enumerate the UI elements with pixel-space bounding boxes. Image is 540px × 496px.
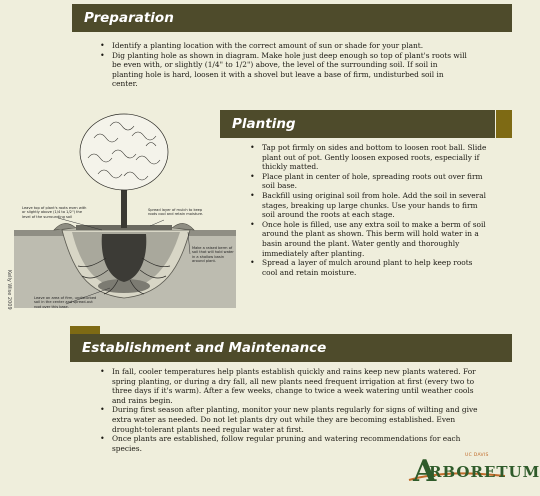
planting-accent-strip [496,110,512,138]
list-item: • Place plant in center of hole, spreading roots out over firm soil base. [250,172,488,191]
list-item: • Identify a planting location with the correct amount of sun or shade for your plant. [100,41,470,51]
establishment-list [100,367,478,453]
preparation-list [100,41,470,89]
planting-title: Planting [232,116,296,132]
logo-wordmark: RBORETUM [429,463,540,481]
list-item: • Once hole is filled, use any extra soil to make a berm of soil around the plant as shown. This berm will hold water in a basin around the plant. Water gently and thoroughly immediately after planting. [250,220,488,258]
arboretum-logo [405,452,540,492]
illustration-credit: Kelly Wise 2009 [6,270,12,310]
planting-list [250,143,488,277]
planting-diagram [14,108,236,330]
logo-small-text: UC DAVIS [465,453,489,458]
list-item: • Backfill using original soil from hole. Add the soil in several stages, breaking up large chunks. Use your hands to firm soil around the roots at each stage. [250,191,488,220]
establishment-header [70,334,512,362]
label-top-of-roots: Leave top of plant's roots even with or slightly above (1/4 to 1/2") the level of the surrounding soil [22,206,87,219]
list-item: • During first season after planting, monitor your new plants regularly for signs of wilting and give extra water as needed. Do not let plants dry out while they are becoming established. Even drought-tolerant plants need regular water at first. [100,405,478,434]
planting-header [220,110,495,138]
establishment-title: Establishment and Maintenance [82,340,327,356]
label-mulch: Spread layer of mulch to keep roots cool and retain moisture. [148,208,204,217]
preparation-title: Preparation [84,10,174,26]
preparation-header [72,4,512,32]
list-item: • Once plants are established, follow regular pruning and watering recommendations for each species. [100,434,478,453]
establishment-accent-strip [70,326,100,334]
logo-initial: A [413,454,437,489]
list-item: • Tap pot firmly on sides and bottom to loosen root ball. Slide plant out of pot. Gently loosen exposed roots, especially if thickly matted. [250,143,488,172]
label-firm-base: Leave an area of firm, undisturbed soil in the center and spread-out root over this base. [34,296,97,309]
list-item: • Spread a layer of mulch around plant to help keep roots cool and retain moisture. [250,258,488,277]
label-berm: Make a raised berm of soil that will hold water in a shallow basin around plant. [192,246,234,264]
list-item: • Dig planting hole as shown in diagram. Make hole just deep enough so top of plant's roots will be even with, or slightly (1/4" to 1/2") above, the level of the surrounding soil. If soil in planting hole is hard, loosen it with a shovel but leave a base of firm, undisturbed soil in center. [100,51,470,89]
list-item: • In fall, cooler temperatures help plants establish quickly and rains keep new plants watered. For spring planting, or during a dry fall, all new plants need frequent irrigation at first (every two to three days if it's warm). After a few weeks, change to twice a week watering until weather cools and rains begin. [100,367,478,405]
